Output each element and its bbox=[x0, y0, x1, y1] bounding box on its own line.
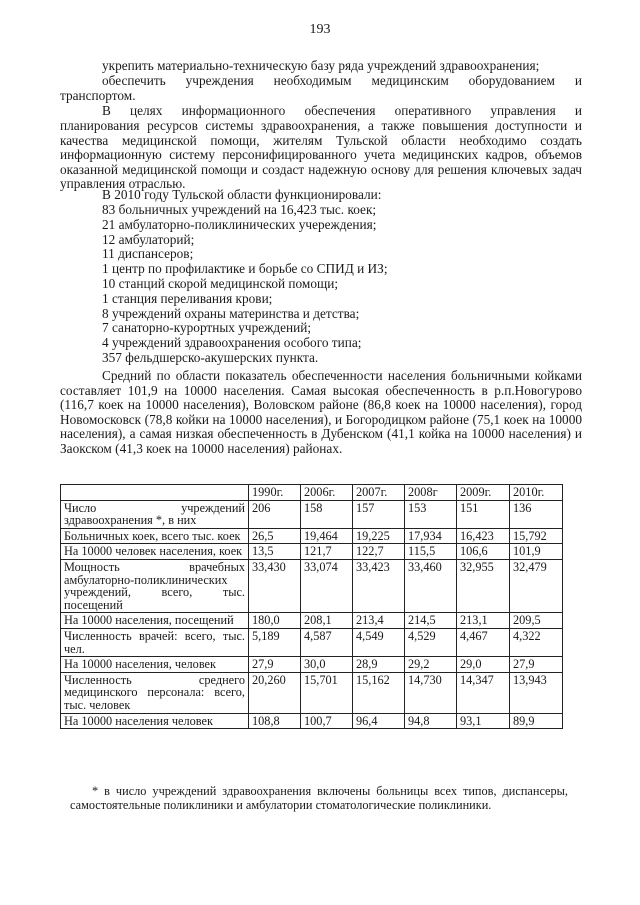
paragraph-transport: транспортом. bbox=[60, 88, 136, 103]
table-row bbox=[61, 672, 563, 713]
list-item: 11 диспансеров; bbox=[102, 246, 194, 262]
table-cell: 153 bbox=[405, 500, 457, 528]
table-cell: 15,162 bbox=[353, 672, 405, 713]
table-cell: 28,9 bbox=[353, 657, 405, 673]
table-cell: 209,5 bbox=[510, 613, 563, 629]
row-label: На 10000 населения, посещений bbox=[61, 613, 249, 629]
table-cell: 136 bbox=[510, 500, 563, 528]
header-cell-year: 2008г bbox=[405, 485, 457, 501]
row-label: Больничных коек, всего тыс. коек bbox=[61, 528, 249, 544]
table-header-row bbox=[61, 485, 563, 501]
paragraph-bed-provision: Средний по области показатель обеспеченности населения больничными койками составляет 101,9 на 10000 населения. Самая высокая обеспеченность в р.п.Новогурово (116,7 коек на 10000 населения), Воловском районе (86,8 коек на 10000 населения), город Новомосковск (78,8 койки на 10000 населения), и Богородицком районе (75,1 коек на 10000 населения), а самая низкая обеспеченность в Дубенском (41,1 койка на 10000 населения) и Заокском (41,3 коек на 10000 населения) районах. bbox=[60, 368, 582, 456]
table-cell: 33,074 bbox=[301, 559, 353, 612]
list-item: 1 станция переливания крови; bbox=[102, 290, 273, 306]
list-item: 4 учреждений здравоохранения особого типа; bbox=[102, 335, 362, 351]
table-cell: 4,549 bbox=[353, 628, 405, 656]
table-cell: 15,792 bbox=[510, 528, 563, 544]
list-item: 1 центр по профилактике и борьбе со СПИД и ИЗ; bbox=[102, 261, 388, 277]
table-cell: 108,8 bbox=[249, 713, 301, 729]
table-cell: 14,347 bbox=[457, 672, 510, 713]
header-cell-year: 2007г. bbox=[353, 485, 405, 501]
table-cell: 13,5 bbox=[249, 544, 301, 560]
table-cell: 100,7 bbox=[301, 713, 353, 729]
table-cell: 15,701 bbox=[301, 672, 353, 713]
table-row bbox=[61, 544, 563, 560]
table-cell: 27,9 bbox=[249, 657, 301, 673]
table-cell: 32,479 bbox=[510, 559, 563, 612]
row-label: Число учреждений здравоохранения *, в них bbox=[61, 500, 249, 528]
row-label: Численность среднего медицинского персонала: всего, тыс. человек bbox=[61, 672, 249, 713]
header-cell-year: 1990г. bbox=[249, 485, 301, 501]
table-cell: 96,4 bbox=[353, 713, 405, 729]
table-cell: 115,5 bbox=[405, 544, 457, 560]
paragraph-info-body: планирования ресурсов системы здравоохранения, а также повышения доступности и качества медицинской помощи, жителям Тульской области необходимо создать информационную систему персонифицированного учета медицинских кадров, объемов оказанной медицинской помощи и создаст надежную основу для решения ключевых задач управления отраслью. bbox=[60, 118, 582, 192]
header-cell-year: 2010г. bbox=[510, 485, 563, 501]
row-label: На 10000 населения, человек bbox=[61, 657, 249, 673]
header-cell-corner bbox=[61, 485, 249, 501]
paragraph-equip-line: обеспечить учреждения необходимым медицинским оборудованием и bbox=[102, 73, 582, 88]
table-cell: 19,464 bbox=[301, 528, 353, 544]
table-cell: 93,1 bbox=[457, 713, 510, 729]
table-cell: 20,260 bbox=[249, 672, 301, 713]
table-cell: 158 bbox=[301, 500, 353, 528]
table-cell: 16,423 bbox=[457, 528, 510, 544]
table-cell: 4,467 bbox=[457, 628, 510, 656]
table-cell: 33,430 bbox=[249, 559, 301, 612]
table-row bbox=[61, 500, 563, 528]
list-item: 7 санаторно-курортных учреждений; bbox=[102, 320, 312, 336]
table-cell: 122,7 bbox=[353, 544, 405, 560]
table-row bbox=[61, 559, 563, 612]
healthcare-stats-table bbox=[60, 484, 563, 729]
table-cell: 4,587 bbox=[301, 628, 353, 656]
table-cell: 208,1 bbox=[301, 613, 353, 629]
table-cell: 89,9 bbox=[510, 713, 563, 729]
paragraph-facilities-intro: В 2010 году Тульской области функционировали: bbox=[102, 187, 382, 202]
table-cell: 106,6 bbox=[457, 544, 510, 560]
table-cell: 157 bbox=[353, 500, 405, 528]
table-cell: 5,189 bbox=[249, 628, 301, 656]
table-cell: 180,0 bbox=[249, 613, 301, 629]
table-cell: 14,730 bbox=[405, 672, 457, 713]
table-cell: 19,225 bbox=[353, 528, 405, 544]
table-row bbox=[61, 713, 563, 729]
paragraph-info-intro: В целях информационного обеспечения оперативного управления и bbox=[102, 103, 582, 118]
table-row bbox=[61, 528, 563, 544]
row-label: На 10000 населения человек bbox=[61, 713, 249, 729]
row-label: На 10000 человек населения, коек bbox=[61, 544, 249, 560]
table-cell: 13,943 bbox=[510, 672, 563, 713]
table-cell: 213,4 bbox=[353, 613, 405, 629]
table-cell: 214,5 bbox=[405, 613, 457, 629]
table-cell: 206 bbox=[249, 500, 301, 528]
table-cell: 17,934 bbox=[405, 528, 457, 544]
row-label: Мощность врачебных амбулаторно-поликлинических учреждений, всего, тыс. посещений bbox=[61, 559, 249, 612]
table-cell: 4,529 bbox=[405, 628, 457, 656]
table-footnote: * в число учреждений здравоохранения включены больницы всех типов, диспансеры, самостоятельные поликлиники и амбулатории стоматологические поликлиники. bbox=[70, 784, 568, 812]
table-cell: 33,460 bbox=[405, 559, 457, 612]
table-cell: 26,5 bbox=[249, 528, 301, 544]
header-cell-year: 2009г. bbox=[457, 485, 510, 501]
table-cell: 33,423 bbox=[353, 559, 405, 612]
list-item: 21 амбулаторно-поликлинических учереждения; bbox=[102, 216, 377, 232]
row-label: Численность врачей: всего, тыс. чел. bbox=[61, 628, 249, 656]
table-cell: 213,1 bbox=[457, 613, 510, 629]
paragraph-strengthen-base: укрепить материально-техническую базу ряда учреждений здравоохранения; bbox=[102, 58, 540, 73]
table-row bbox=[61, 613, 563, 629]
table-cell: 30,0 bbox=[301, 657, 353, 673]
list-item: 83 больничных учреждений на 16,423 тыс. коек; bbox=[102, 202, 377, 217]
header-cell-year: 2006г. bbox=[301, 485, 353, 501]
table-cell: 32,955 bbox=[457, 559, 510, 612]
list-item: 8 учреждений охраны материнства и детства; bbox=[102, 305, 360, 321]
table-cell: 29,0 bbox=[457, 657, 510, 673]
list-item: 10 станций скорой медицинской помощи; bbox=[102, 275, 339, 291]
table-cell: 29,2 bbox=[405, 657, 457, 673]
facilities-list bbox=[102, 203, 388, 366]
table-row bbox=[61, 628, 563, 656]
table-cell: 151 bbox=[457, 500, 510, 528]
table-cell: 27,9 bbox=[510, 657, 563, 673]
table-row bbox=[61, 657, 563, 673]
table-cell: 101,9 bbox=[510, 544, 563, 560]
list-item: 12 амбулаторий; bbox=[102, 231, 195, 247]
table-cell: 94,8 bbox=[405, 713, 457, 729]
table-cell: 4,322 bbox=[510, 628, 563, 656]
list-item: 357 фельдшерско-акушерских пункта. bbox=[102, 349, 319, 365]
table-cell: 121,7 bbox=[301, 544, 353, 560]
page-number: 193 bbox=[309, 22, 331, 37]
